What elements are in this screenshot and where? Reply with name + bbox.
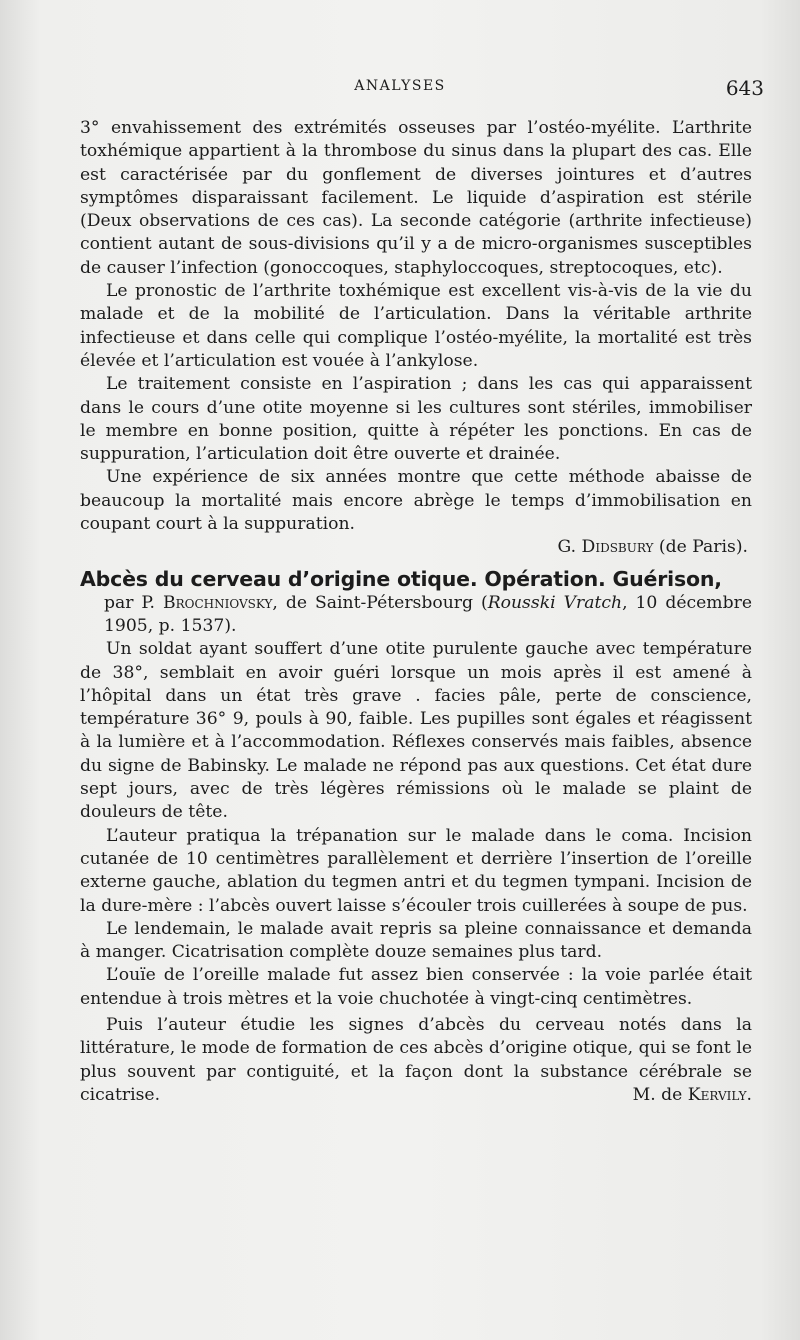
signature-initial: G. (557, 537, 582, 558)
article-title: Abcès du cerveau d’origine otique. Opération. Guérison, (80, 566, 722, 591)
final-paragraph-text: Puis l’auteur étudie les signes d’abcès du cerveau notés dans la littérature, le mode de formation de ces abcès d’origine otique, qui se font le plus souvent par contiguité, et la façon dont la substance cérébrale se cicatrise. (80, 1014, 752, 1105)
signature-initial: M. de (632, 1084, 688, 1105)
paragraph: Le pronostic de l’arthrite toxhémique est excellent vis-à-vis de la vie du malade et de la mobilité de l’articulation. Dans la véritable arthrite infectieuse et dans celle qui complique l’ostéo-myélite, la mortalité est très élevée et l’articulation est vouée à l’ankylose. (80, 281, 752, 371)
running-title: ANALYSES (354, 78, 446, 94)
byline-author: Brochniovsky (162, 592, 273, 613)
signature-name: Didsbury (581, 537, 654, 558)
page-number: 643 (725, 76, 764, 100)
byline-par: par P. (104, 592, 163, 613)
byline-journal: Rousski Vratch (487, 592, 623, 613)
article-byline (80, 592, 752, 639)
signature (607, 1084, 752, 1107)
byline-end: , 10 décembre 1905, p. 1537). (104, 592, 752, 636)
paragraph: Le lendemain, le malade avait repris sa pleine connaissance et demanda à manger. Cicatrisation complète douze semaines plus tard. (80, 918, 752, 963)
final-paragraph (80, 1014, 752, 1107)
signature (80, 536, 752, 559)
paragraph: 3° envahissement des extrémités osseuses par l’ostéo-myélite. L’arthrite toxhémique appartient à la thrombose du sinus dans la plupart des cas. Elle est caractérisée par du gonflement de diverses jointures et d’autres symptômes disparaissant facilement. Le liquide d’aspiration est stérile (Deux observations de ces cas). La seconde catégorie (arthrite infectieuse) contient autant de sous-divisions qu’il y a de micro-organismes susceptibles de causer l’infection (gonoccoques, staphyloccoques, streptocoques, etc). (80, 118, 752, 278)
paragraph: Une expérience de six années montre que cette méthode abaisse de beaucoup la mortalité mais encore abrège le temps d’immobilisation en coupant court à la suppuration. (80, 467, 752, 535)
signature-name: Kervily. (687, 1084, 752, 1105)
paragraph: Le traitement consiste en l’aspiration ; dans les cas qui apparaissent dans le cours d’une otite moyenne si les cultures sont stériles, immobiliser le membre en bonne position, quitte à répéter les ponctions. En cas de suppuration, l’articulation doit être ouverte et drainée. (80, 374, 752, 465)
signature-place: (de Paris). (653, 537, 748, 558)
paragraph: Un soldat ayant souffert d’une otite purulente gauche avec température de 38°, semblait en avoir guéri lorsque un mois après il est amené à l’hôpital dans un état très grave . facies pâle, perte de conscience, température 36° 9, pouls à 90, faible. Les pupilles sont égales et réagissent à la lumière et à l’accommodation. Réflexes conservés mais faibles, absence du signe de Babinsky. Le malade ne répond pas aux questions. Cet état dure sept jours, avec de très légères rémissions où le malade se plaint de douleurs de tête. (80, 639, 752, 823)
byline-mid: , de Saint-Pétersbourg ( (272, 592, 488, 613)
paragraph: L’ouïe de l’oreille malade fut assez bien conservée : la voie parlée était entendue à trois mètres et la voie chuchotée à vingt-cinq centimètres. (80, 965, 752, 1009)
paragraph: L’auteur pratiqua la trépanation sur le malade dans le coma. Incision cutanée de 10 centimètres parallèlement et derrière l’insertion de l’oreille externe gauche, ablation du tegmen antri et du tegmen tympani. Incision de la dure-mère : l’abcès ouvert laisse s’écouler trois cuillerées à soupe de pus. (80, 825, 752, 916)
running-header (0, 76, 800, 100)
page-body (80, 117, 752, 1107)
